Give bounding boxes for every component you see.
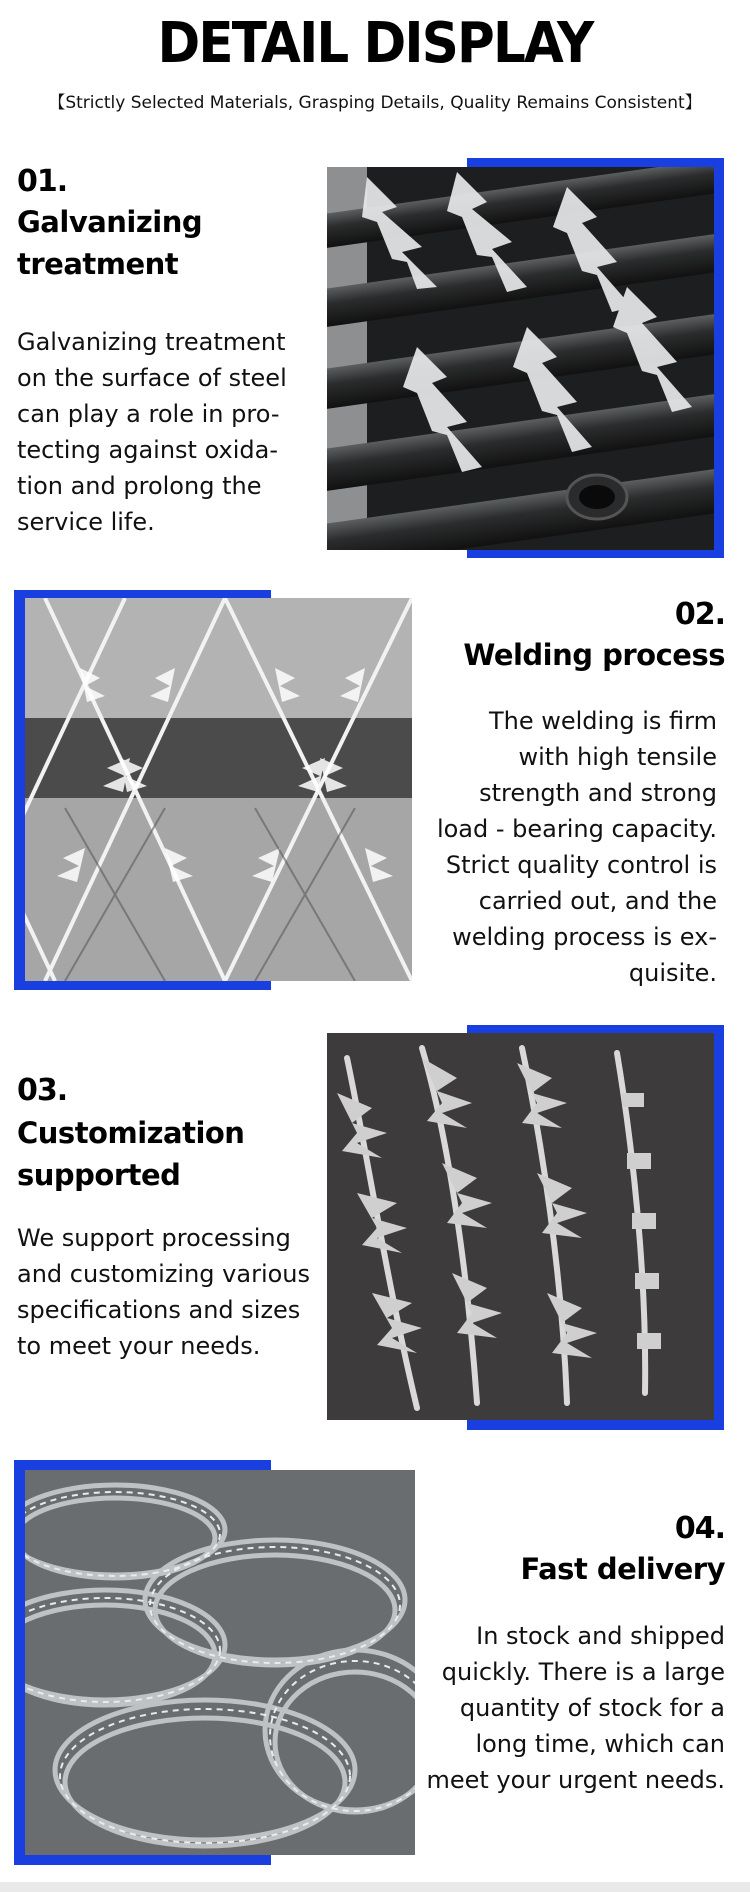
section-3-description [17, 1220, 342, 1364]
section-1-heading-line1: Galvanizing [17, 205, 203, 239]
section-2-line: quisite. [628, 959, 717, 987]
section-4-line: long time, which can [475, 1730, 725, 1758]
section-2-number: 02. [674, 597, 725, 632]
section-4-number: 04. [674, 1511, 725, 1546]
section-1-heading-line2: treatment [17, 247, 179, 281]
welded-razor-mesh-photo-icon [25, 598, 412, 981]
section-2-line: load - bearing capacity. [436, 815, 717, 843]
section-4-heading: Fast delivery [520, 1552, 725, 1586]
section-4-line: meet your urgent needs. [426, 1766, 725, 1794]
section-3-number: 03. [17, 1073, 68, 1108]
section-3-line: specifications and sizes [17, 1296, 301, 1324]
section-1-line: tecting against oxida- [17, 436, 279, 464]
section-2-line: with high tensile [518, 743, 717, 771]
section-2-description [405, 703, 717, 991]
section-1-number: 01. [17, 164, 68, 199]
page-title: DETAIL DISPLAY [157, 11, 593, 76]
section-2-line: carried out, and the [478, 887, 717, 915]
section-4-line: quickly. There is a large [441, 1658, 725, 1686]
galvanized-razor-wire-on-rods-photo-icon [327, 167, 714, 550]
section-3-line: We support processing [17, 1224, 291, 1252]
section-4-line: quantity of stock for a [459, 1694, 725, 1722]
bottom-divider [0, 1882, 750, 1892]
section-3-heading-line2: supported [17, 1158, 181, 1192]
section-1-line: service life. [17, 508, 155, 536]
section-4-photo [25, 1470, 415, 1855]
section-3-line: and customizing various [17, 1260, 311, 1288]
section-3-heading-line1: Customization [17, 1116, 245, 1150]
section-4-line: In stock and shipped [476, 1622, 725, 1650]
razor-wire-blade-samples-photo-icon [327, 1033, 714, 1420]
section-1-line: on the surface of steel [17, 364, 287, 392]
page-subtitle: 【Strictly Selected Materials, Grasping Details, Quality Remains Consistent】 [48, 93, 702, 113]
section-1-line: can play a role in pro- [17, 400, 280, 428]
section-2-line: Strict quality control is [445, 851, 717, 879]
section-2-line: welding process is ex- [452, 923, 717, 951]
section-2-heading: Welding process [463, 638, 725, 672]
section-2-line: strength and strong [479, 779, 717, 807]
section-1-line: Galvanizing treatment [17, 328, 286, 356]
section-3-line: to meet your needs. [17, 1332, 261, 1360]
section-4-description [405, 1618, 725, 1798]
section-1-photo [327, 167, 714, 550]
section-3-photo [327, 1033, 714, 1420]
section-2-photo [25, 598, 412, 981]
section-2-line: The welding is firm [488, 707, 717, 735]
section-1-line: tion and prolong the [17, 472, 262, 500]
coiled-razor-wire-stock-photo-icon [25, 1470, 415, 1855]
section-1-description [17, 324, 337, 540]
